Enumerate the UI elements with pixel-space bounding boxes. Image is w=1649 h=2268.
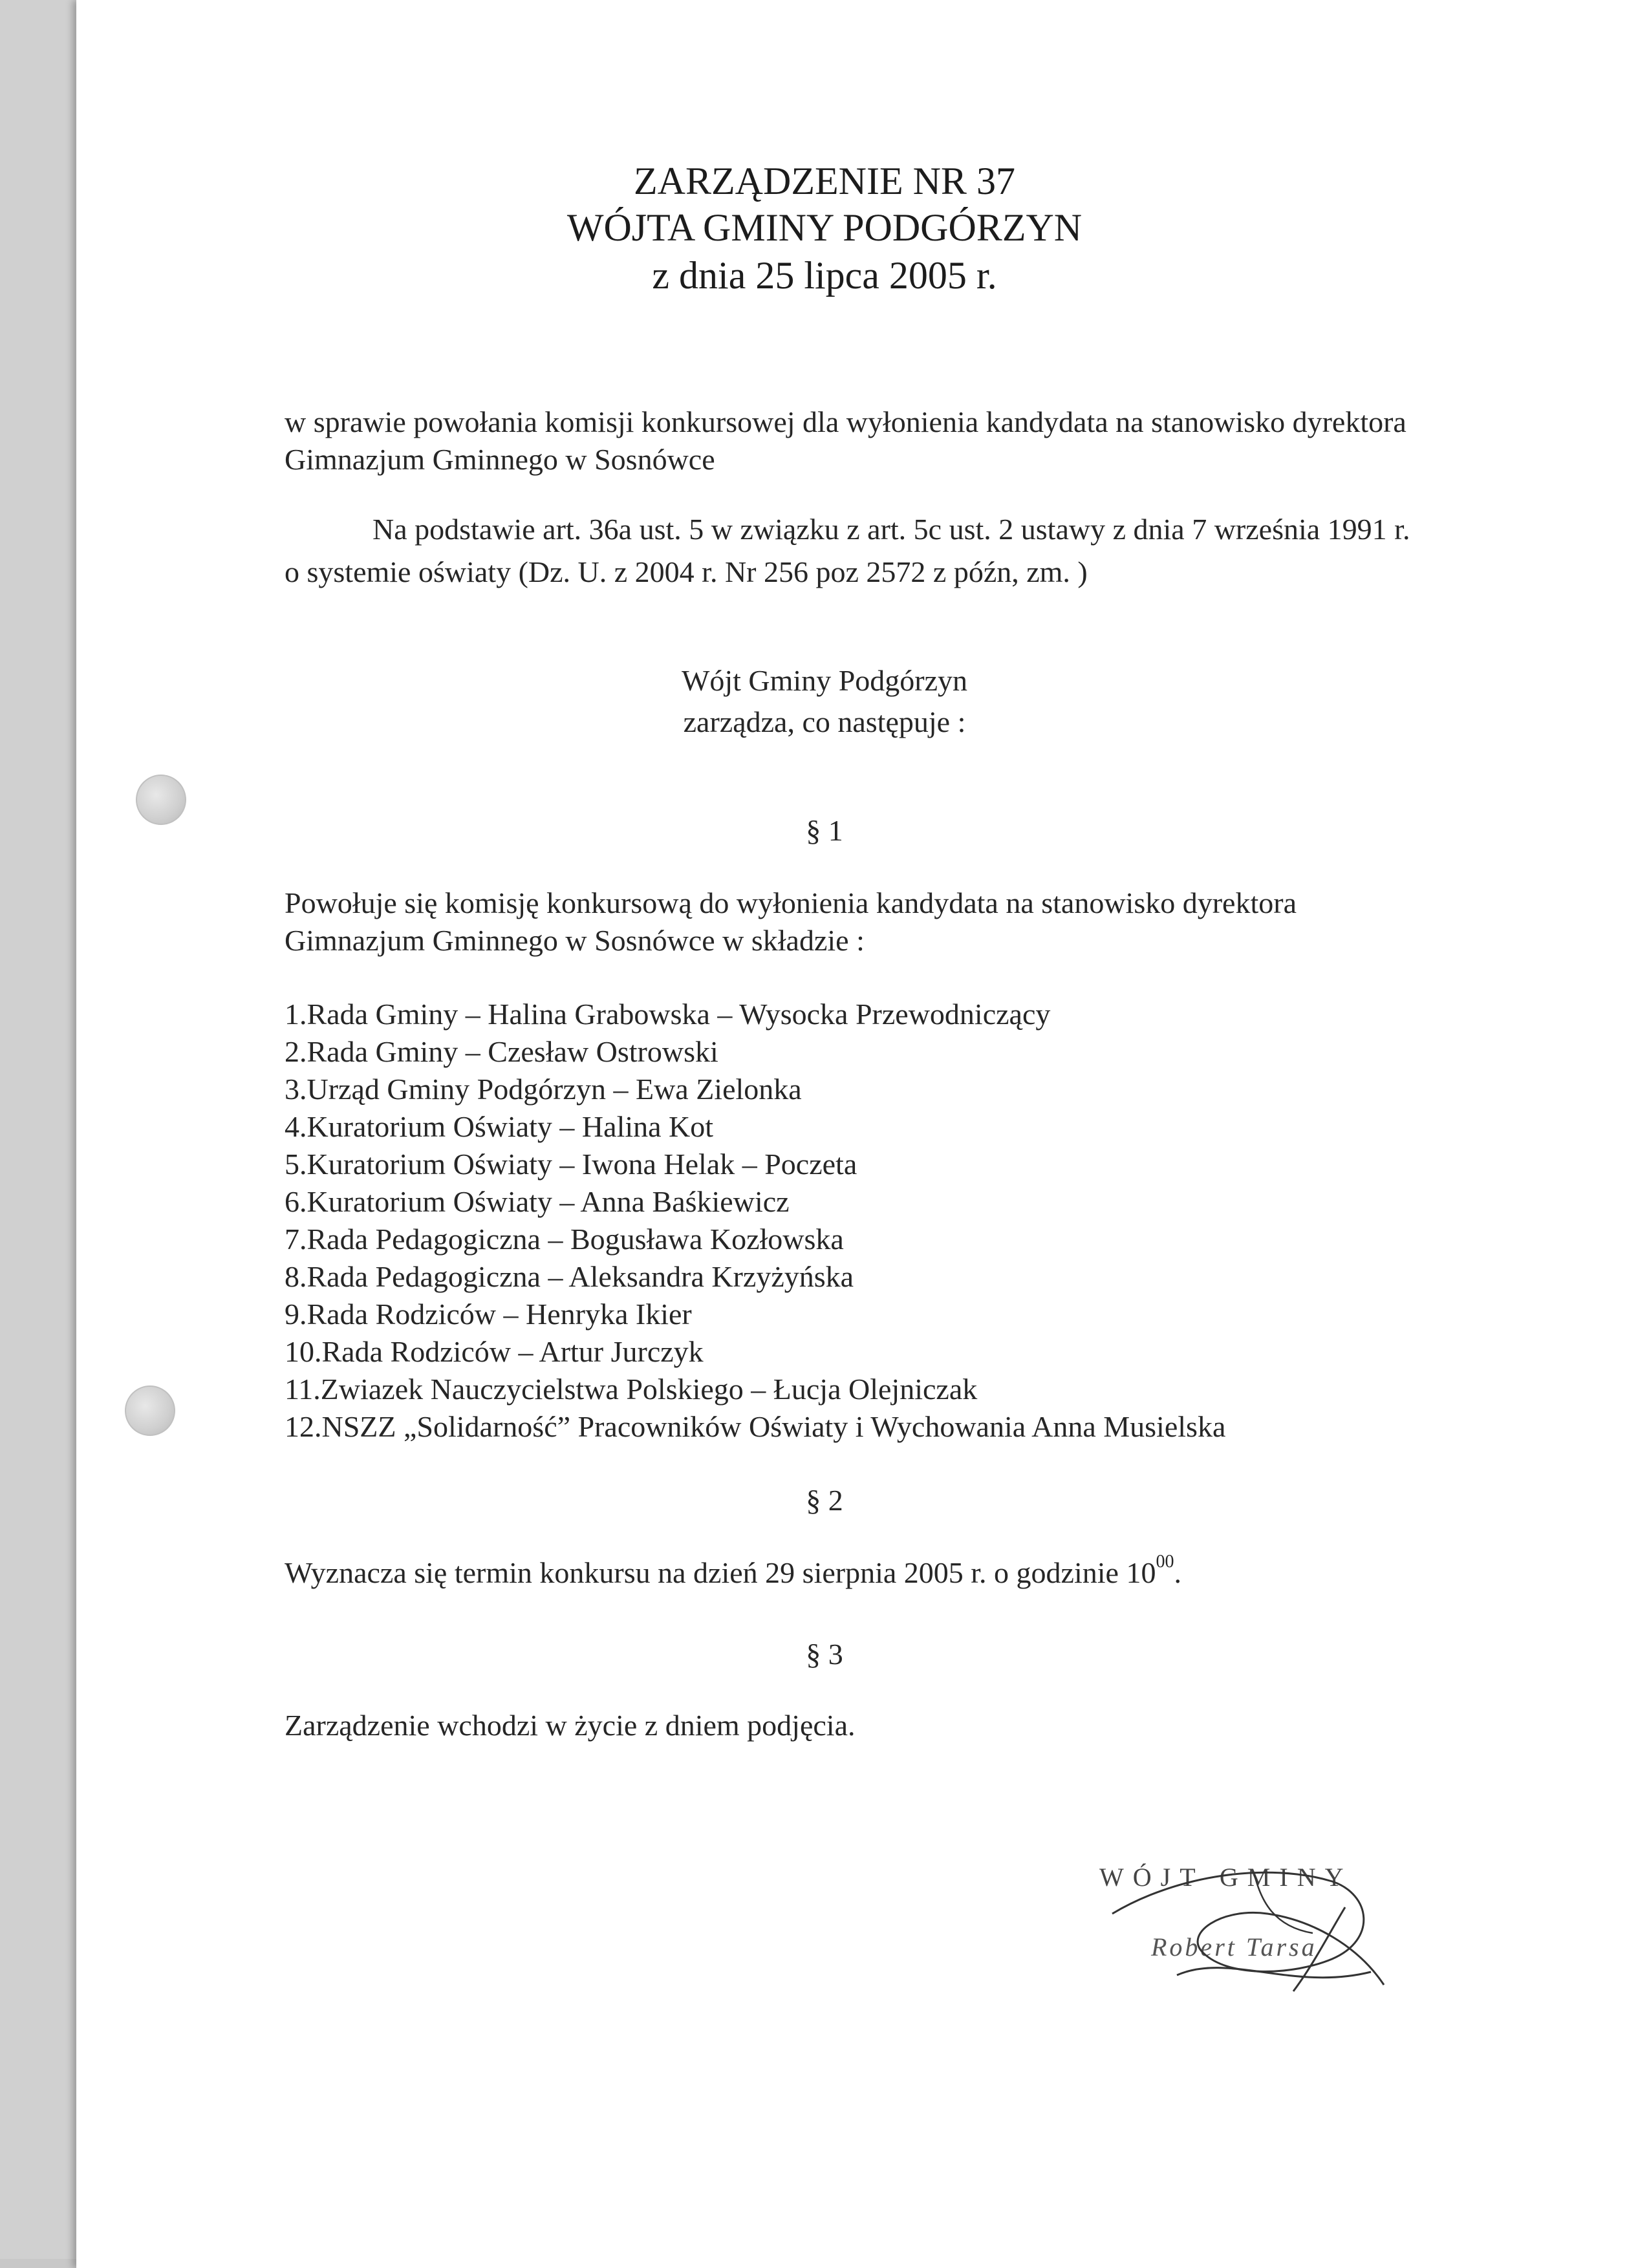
subject-line-2: Gimnazjum Gminnego w Sosnówce [285, 443, 715, 476]
stamp-text: WÓJT GMINY [1099, 1863, 1353, 1892]
list-item: 3.Urząd Gminy Podgórzyn – Ewa Zielonka [285, 1073, 802, 1106]
section-1-heading: § 1 [806, 814, 843, 847]
list-item: 4.Kuratorium Oświaty – Halina Kot [285, 1110, 714, 1143]
list-item: 7.Rada Pedagogiczna – Bogusława Kozłowska [285, 1223, 844, 1256]
legal-basis-line-1: Na podstawie art. 36a ust. 5 w związku z art. 5c ust. 2 ustawy z dnia 7 września 1991 r. [372, 513, 1410, 546]
section-3-heading: § 3 [806, 1638, 843, 1671]
section-1-intro-line-1: Powołuje się komisję konkursową do wyłonienia kandydata na stanowisko dyrektora [285, 886, 1297, 919]
list-item: 11.Zwiazek Nauczycielstwa Polskiego – Łucja Olejniczak [285, 1373, 978, 1406]
handwritten-signature-icon [1099, 1836, 1410, 2017]
punch-hole-icon [125, 1385, 175, 1436]
decree-intro: zarządza, co następuje : [683, 705, 966, 738]
section-2-end: . [1174, 1556, 1181, 1589]
list-item: 10.Rada Rodziców – Artur Jurczyk [285, 1335, 704, 1368]
document-issuer: WÓJTA GMINY PODGÓRZYN [566, 206, 1083, 249]
list-item: 8.Rada Pedagogiczna – Aleksandra Krzyżyńska [285, 1260, 854, 1293]
time-superscript: 00 [1156, 1552, 1174, 1572]
decree-issuer: Wójt Gminy Podgórzyn [681, 664, 968, 697]
list-item: 2.Rada Gminy – Czesław Ostrowski [285, 1035, 718, 1068]
document-date: z dnia 25 lipca 2005 r. [652, 254, 997, 297]
list-item: 6.Kuratorium Oświaty – Anna Baśkiewicz [285, 1185, 790, 1218]
document-title: ZARZĄDZENIE NR 37 [634, 160, 1015, 202]
section-3-text: Zarządzenie wchodzi w życie z dniem podjęcia. [285, 1709, 856, 1742]
signature-stamp [1099, 1836, 1410, 2017]
section-2-main-text: Wyznacza się termin konkursu na dzień 29 sierpnia 2005 r. o godzinie 10 [285, 1556, 1156, 1589]
section-2-heading: § 2 [806, 1484, 843, 1517]
list-item: 5.Kuratorium Oświaty – Iwona Helak – Poczeta [285, 1148, 857, 1181]
subject-line-1: w sprawie powołania komisji konkursowej dla wyłonienia kandydata na stanowisko dyrektora [285, 405, 1406, 438]
section-2-text [285, 1552, 1181, 1589]
list-item: 12.NSZZ „Solidarność” Pracowników Oświaty i Wychowania Anna Musielska [285, 1410, 1226, 1443]
legal-basis-line-2: o systemie oświaty (Dz. U. z 2004 r. Nr 256 poz 2572 z późn, zm. ) [285, 555, 1088, 588]
list-item: 1.Rada Gminy – Halina Grabowska – Wysocka Przewodniczący [285, 998, 1051, 1031]
stamp-name: Robert Tarsa [1151, 1932, 1317, 1962]
list-item: 9.Rada Rodziców – Henryka Ikier [285, 1298, 692, 1331]
section-1-intro-line-2: Gimnazjum Gminnego w Sosnówce w składzie : [285, 924, 865, 957]
